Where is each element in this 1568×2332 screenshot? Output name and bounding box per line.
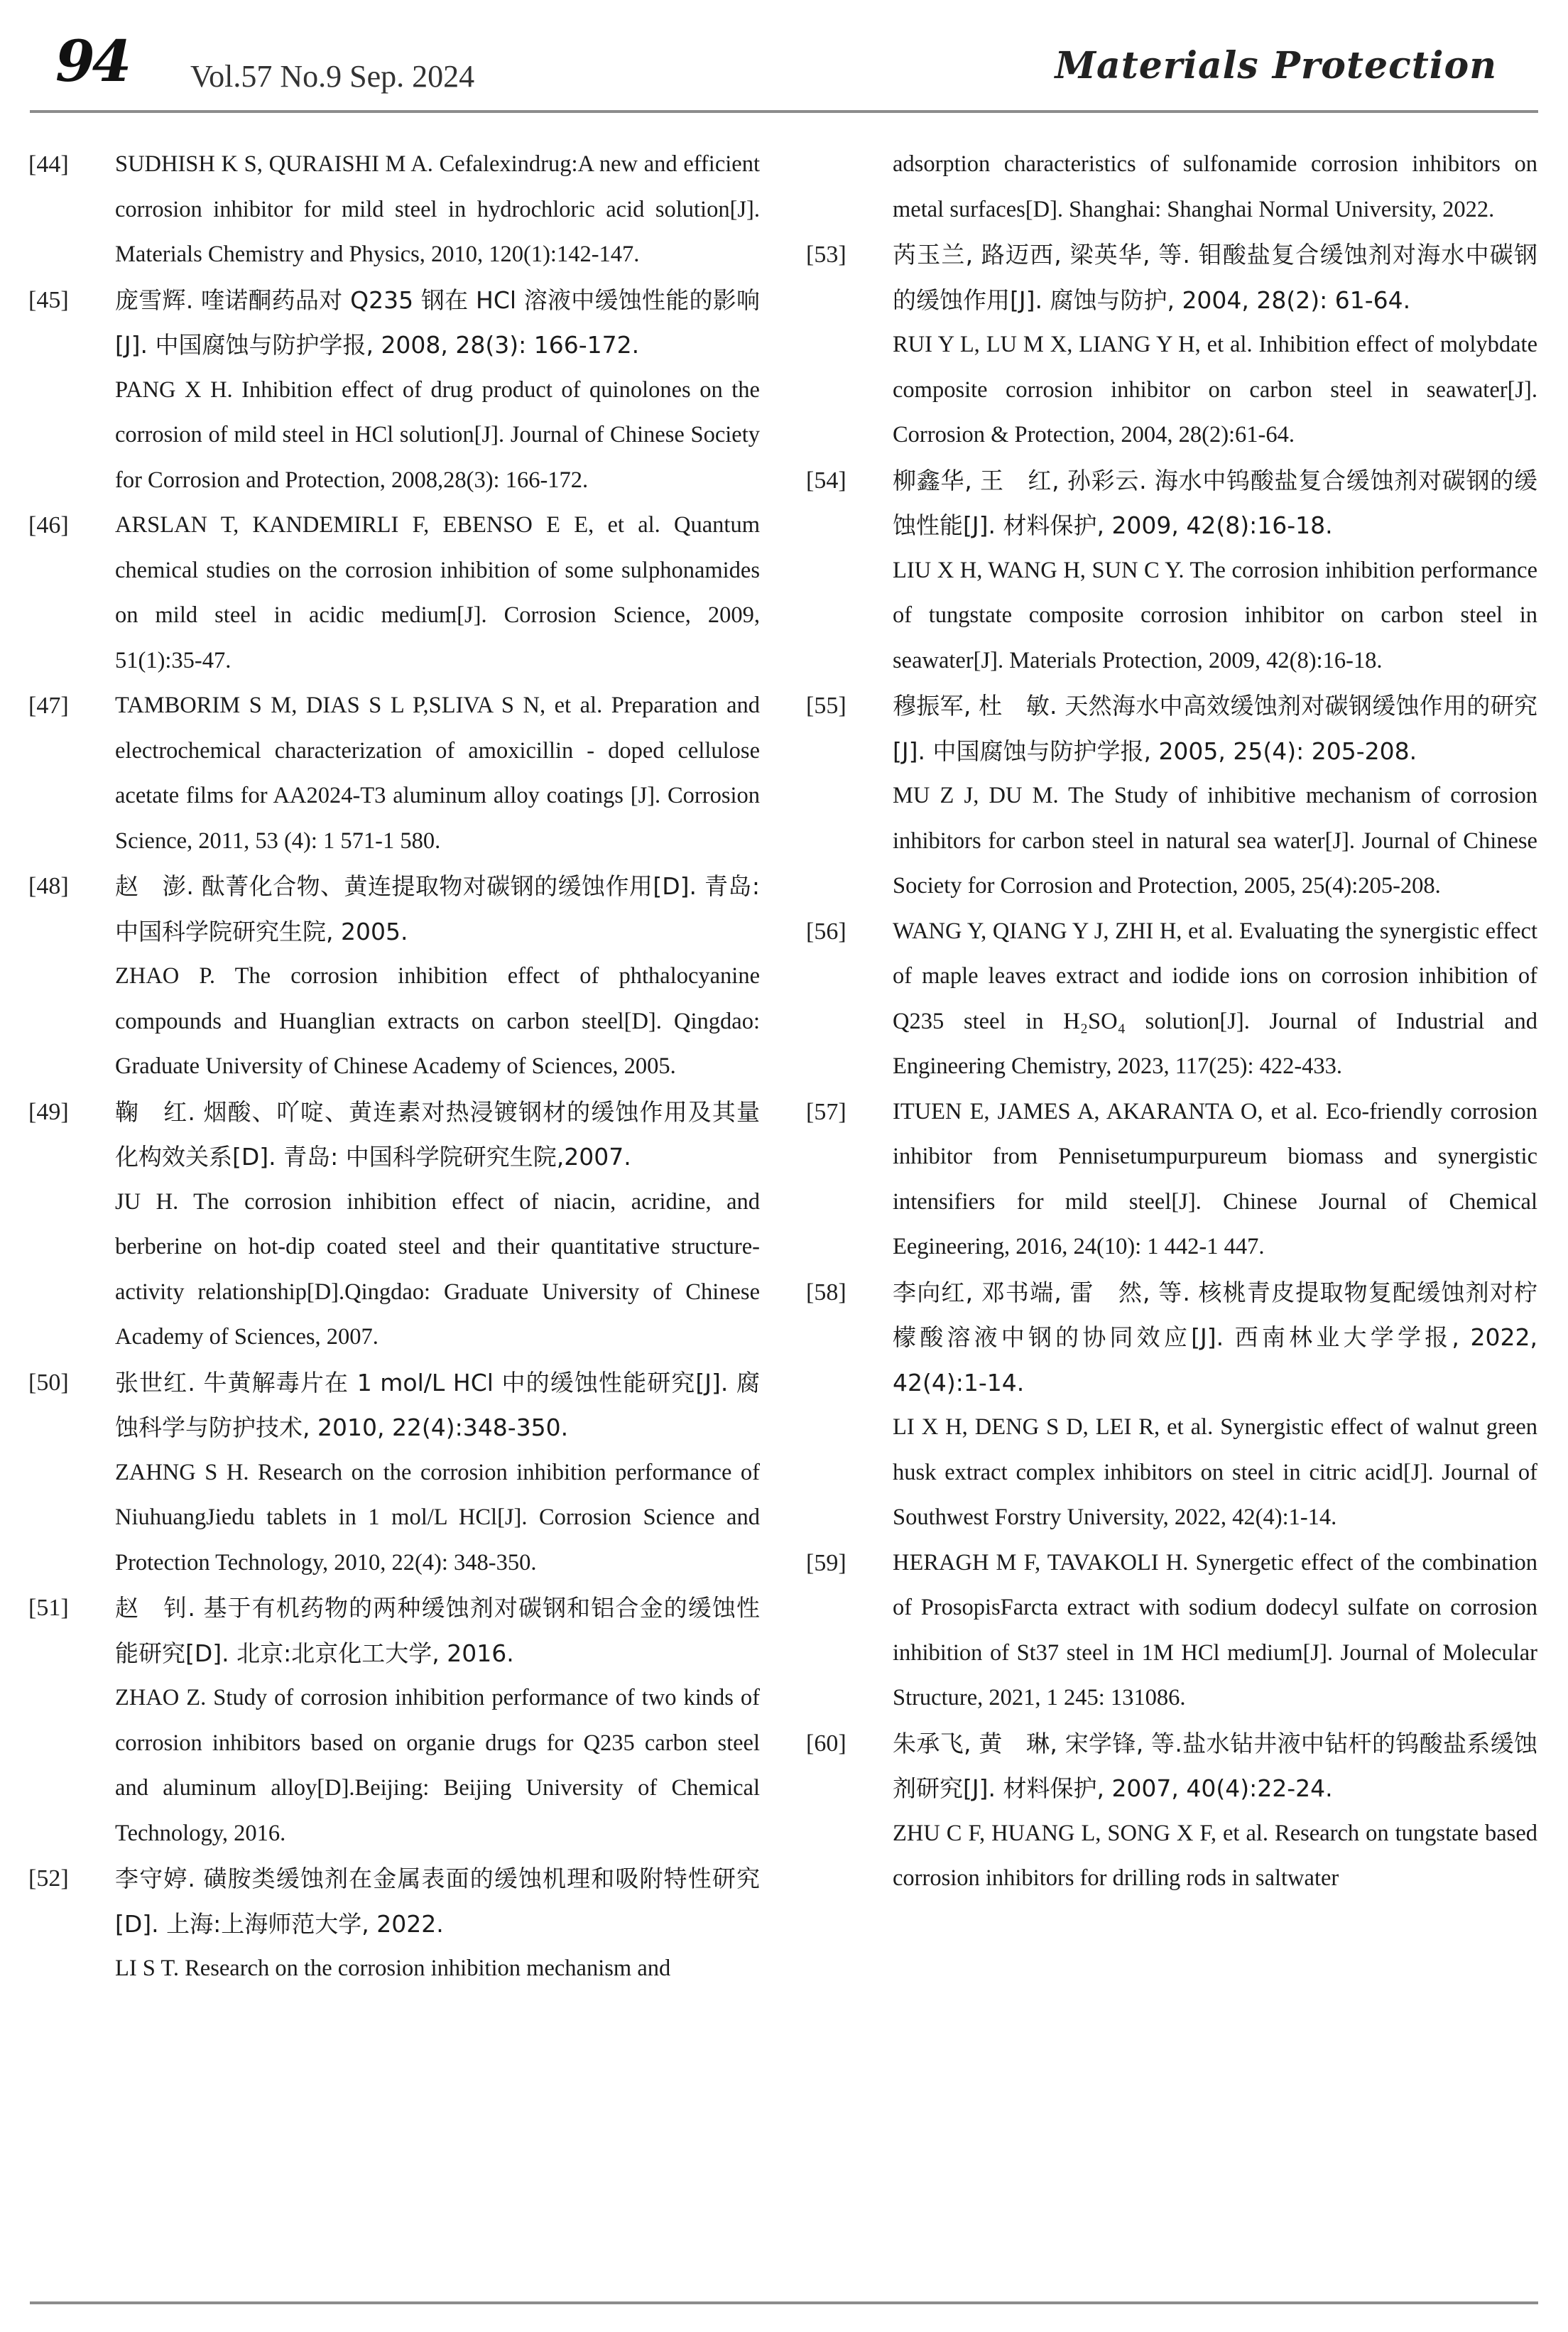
reference-item bbox=[806, 142, 1537, 232]
reference-number: [57] bbox=[806, 1098, 846, 1125]
page-header bbox=[0, 0, 1568, 114]
reference-text: MU Z J, DU M. The Study of inhibitive mechanism of corrosion inhibitors for carbon steel in natural sea water[J]. Journal of Chinese Society for Corrosion and Protection, 2005, 25(4):205-208. bbox=[893, 783, 1537, 899]
reference-text: HERAGH M F, TAVAKOLI H. Synergetic effect of the combination of ProsopisFarcta extract with sodium dodecyl sulfate on corrosion inhibition of St37 steel in 1M HCl medium[J]. Journal of Molecular Structure, 2021, 1 245: 131086. bbox=[893, 1549, 1537, 1710]
reference-text: 庞雪辉. 喹诺酮药品对 Q235 钢在 HCl 溶液中缓蚀性能的影响[J]. 中国腐蚀与防护学报, 2008, 28(3): 166-172. bbox=[115, 286, 760, 359]
reference-text: LI X H, DENG S D, LEI R, et al. Synergistic effect of walnut green husk extract complex inhibitors on steel in citric acid[J]. Journal of Southwest Forstry University, 2022, 42(4):1-14. bbox=[893, 1414, 1537, 1530]
reference-text: WANG Y, QIANG Y J, ZHI H, et al. Evaluating the synergistic effect of maple leaves extract and iodide ions on corrosion inhibition of Q235 steel in H₂SO₄ solution[J]. Journal of Industrial and Engineering Chemistry, 2023, 117(25): 422-433. bbox=[893, 918, 1537, 1079]
reference-text: 张世红. 牛黄解毒片在 1 mol/L HCl 中的缓蚀性能研究[J]. 腐蚀科学与防护技术, 2010, 22(4):348-350. bbox=[115, 1368, 760, 1441]
reference-item bbox=[806, 458, 1537, 684]
reference-text: 李向红, 邓书端, 雷 然, 等. 核桃青皮提取物复配缓蚀剂对柠檬酸溶液中钢的协同效应[J]. 西南林业大学学报, 2022, 42(4):1-14. bbox=[893, 1278, 1537, 1397]
reference-text: JU H. The corrosion inhibition effect of niacin, acridine, and berberine on hot-dip coated steel and their quantitative structure-activity relationship[D].Qingdao: Graduate University of Chinese Academy of Sciences, 2007. bbox=[115, 1188, 760, 1350]
reference-text: LIU X H, WANG H, SUN C Y. The corrosion inhibition performance of tungstate composite corrosion inhibitor on carbon steel in seawater[J]. Materials Protection, 2009, 42(8):16-18. bbox=[893, 557, 1537, 673]
reference-item bbox=[806, 683, 1537, 909]
reference-item bbox=[28, 864, 760, 1090]
reference-text: 鞠 红. 烟酸、吖啶、黄连素对热浸镀钢材的缓蚀作用及其量化构效关系[D]. 青岛: 中国科学院研究生院,2007. bbox=[115, 1097, 760, 1171]
reference-text: TAMBORIM S M, DIAS S L P,SLIVA S N, et al. Preparation and electrochemical characterization of amoxicillin - doped cellulose acetate films for AA2024-T3 aluminum alloy coatings [J]. Corrosion Science, 2011, 53 (4): 1 571-1 580. bbox=[115, 693, 760, 854]
reference-text: ZHU C F, HUANG L, SONG X F, et al. Research on tungstate based corrosion inhibitors for drilling rods in saltwater bbox=[893, 1820, 1537, 1891]
header-rule bbox=[30, 110, 1538, 113]
reference-number: [53] bbox=[806, 242, 846, 268]
journal-title: Materials Protection bbox=[1055, 44, 1497, 87]
reference-text: ITUEN E, JAMES A, AKARANTA O, et al. Eco-friendly corrosion inhibitor from Pennisetumpurpureum biomass and synergistic intensifiers for mild steel[J]. Chinese Journal of Chemical Eegineering, 2016, 24(10): 1 442-1 447. bbox=[893, 1098, 1537, 1259]
reference-text: ZHAO P. The corrosion inhibition effect of phthalocyanine compounds and Huanglian extracts on carbon steel[D]. Qingdao: Graduate University of Chinese Academy of Sciences, 2005. bbox=[115, 963, 760, 1079]
right-column bbox=[806, 142, 1537, 2294]
reference-item bbox=[806, 1721, 1537, 1902]
reference-item bbox=[28, 1585, 760, 1856]
reference-number: [46] bbox=[28, 512, 69, 538]
reference-item bbox=[806, 1541, 1537, 1721]
reference-text: ARSLAN T, KANDEMIRLI F, EBENSO E E, et al. Quantum chemical studies on the corrosion inhibition of some sulphonamides on mild steel in acidic medium[J]. Corrosion Science, 2009, 51(1):35-47. bbox=[115, 512, 760, 673]
reference-number: [51] bbox=[28, 1595, 69, 1621]
reference-text: 穆振军, 杜 敏. 天然海水中高效缓蚀剂对碳钢缓蚀作用的研究[J]. 中国腐蚀与防护学报, 2005, 25(4): 205-208. bbox=[893, 692, 1537, 765]
reference-item bbox=[28, 1360, 760, 1586]
reference-text: 朱承飞, 黄 琳, 宋学锋, 等.盐水钻井液中钻杆的钨酸盐系缓蚀剂研究[J]. 材料保护, 2007, 40(4):22-24. bbox=[893, 1729, 1537, 1802]
reference-number: [58] bbox=[806, 1279, 846, 1306]
footer-rule bbox=[30, 2301, 1538, 2304]
reference-number: [60] bbox=[806, 1730, 846, 1757]
reference-number: [55] bbox=[806, 693, 846, 719]
reference-item bbox=[28, 1856, 760, 1992]
reference-text: LI S T. Research on the corrosion inhibition mechanism and bbox=[115, 1956, 671, 1981]
reference-number: [59] bbox=[806, 1549, 846, 1576]
reference-text: RUI Y L, LU M X, LIANG Y H, et al. Inhibition effect of molybdate composite corrosion inhibitor on carbon steel in seawater[J]. Corrosion & Protection, 2004, 28(2):61-64. bbox=[893, 332, 1537, 448]
reference-item bbox=[806, 909, 1537, 1090]
reference-number: [52] bbox=[28, 1865, 69, 1892]
reference-text: PANG X H. Inhibition effect of drug product of quinolones on the corrosion of mild steel in HCl solution[J]. Journal of Chinese Society for Corrosion and Protection, 2008,28(3): 166-172. bbox=[115, 376, 760, 493]
reference-text: 李守婷. 磺胺类缓蚀剂在金属表面的缓蚀机理和吸附特性研究[D]. 上海:上海师范大学, 2022. bbox=[115, 1865, 760, 1938]
reference-text: 赵 钊. 基于有机药物的两种缓蚀剂对碳钢和铝合金的缓蚀性能研究[D]. 北京:北京化工大学, 2016. bbox=[115, 1594, 760, 1667]
reference-number: [50] bbox=[28, 1369, 69, 1396]
reference-text: SUDHISH K S, QURAISHI M A. Cefalexindrug:A new and efficient corrosion inhibitor for mild steel in hydrochloric acid solution[J]. Materials Chemistry and Physics, 2010, 120(1):142-147. bbox=[115, 151, 760, 267]
reference-item bbox=[28, 1090, 760, 1360]
reference-number: [49] bbox=[28, 1098, 69, 1125]
reference-number: [56] bbox=[806, 918, 846, 945]
reference-number: [48] bbox=[28, 873, 69, 899]
reference-item bbox=[806, 232, 1537, 458]
reference-number: [54] bbox=[806, 467, 846, 494]
reference-item bbox=[28, 142, 760, 278]
reference-item bbox=[806, 1270, 1537, 1541]
reference-text: ZAHNG S H. Research on the corrosion inhibition performance of NiuhuangJiedu tablets in 1 mol/L HCl[J]. Corrosion Science and Protection Technology, 2010, 22(4): 348-350. bbox=[115, 1459, 760, 1576]
page-number: 94 bbox=[55, 28, 129, 94]
reference-text: ZHAO Z. Study of corrosion inhibition performance of two kinds of corrosion inhibitors based on organie drugs for Q235 carbon steel and aluminum alloy[D].Beijing: Beijing University of Chemical Technology, 2016. bbox=[115, 1685, 760, 1846]
reference-number: [45] bbox=[28, 286, 69, 313]
reference-text: 赵 澎. 酞菁化合物、黄连提取物对碳钢的缓蚀作用[D]. 青岛:中国科学院研究生院, 2005. bbox=[115, 872, 760, 945]
reference-text: 柳鑫华, 王 红, 孙彩云. 海水中钨酸盐复合缓蚀剂对碳钢的缓蚀性能[J]. 材料保护, 2009, 42(8):16-18. bbox=[893, 466, 1537, 539]
reference-item bbox=[806, 1090, 1537, 1270]
reference-number: [44] bbox=[28, 151, 69, 178]
reference-item bbox=[28, 503, 760, 683]
reference-number: [47] bbox=[28, 693, 69, 719]
reference-text: 芮玉兰, 路迈西, 梁英华, 等. 钼酸盐复合缓蚀剂对海水中碳钢的缓蚀作用[J]. 腐蚀与防护, 2004, 28(2): 61-64. bbox=[893, 241, 1537, 314]
reference-item bbox=[28, 278, 760, 504]
reference-text: adsorption characteristics of sulfonamide corrosion inhibitors on metal surfaces[D]. Shanghai: Shanghai Normal University, 2022. bbox=[893, 151, 1537, 222]
reference-item bbox=[28, 683, 760, 864]
issue-info: Vol.57 No.9 Sep. 2024 bbox=[190, 59, 475, 94]
left-column bbox=[28, 142, 760, 2294]
